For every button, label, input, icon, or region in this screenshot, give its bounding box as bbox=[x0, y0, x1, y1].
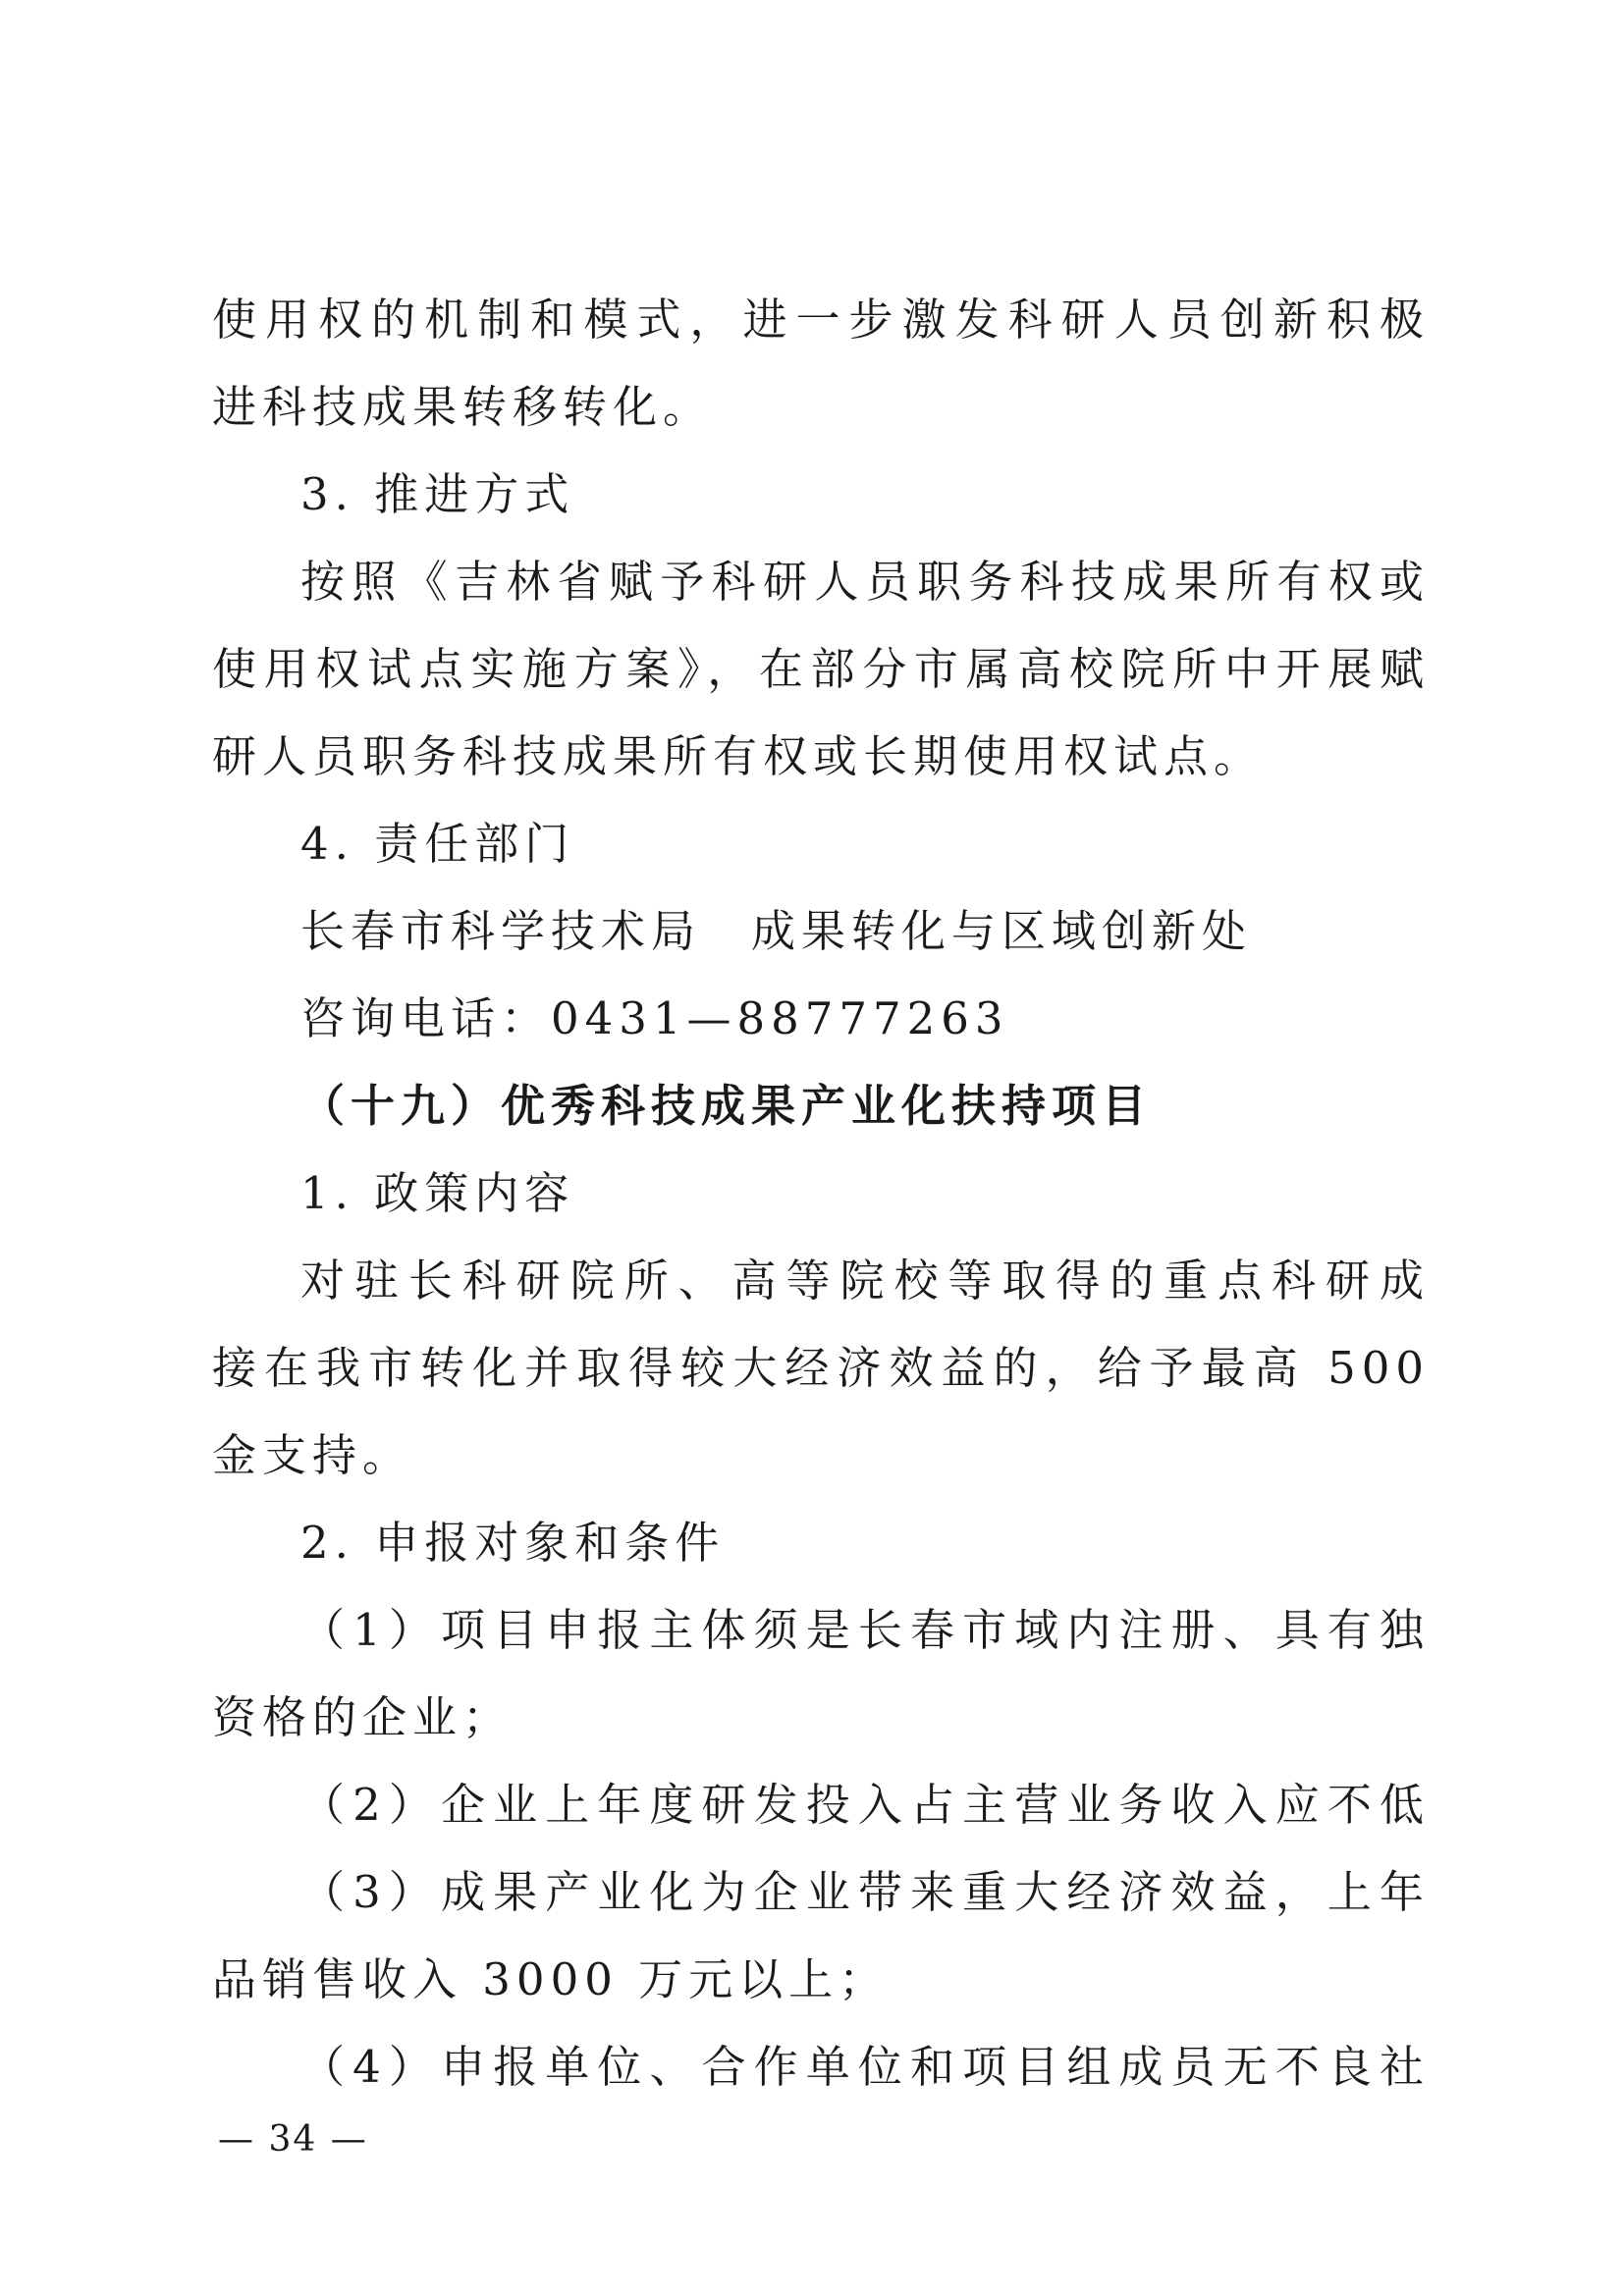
paragraph-line-12: 对驻长科研院所、高等院校等取得的重点科研成 bbox=[300, 1255, 1430, 1307]
department-name: 长春市科学技术局 成果转化与区域创新处 bbox=[300, 905, 1253, 957]
condition-2: （2）企业上年度研发投入占主营业务收入应不低 bbox=[300, 1779, 1430, 1831]
paragraph-line-6: 研人员职务科技成果所有权或长期使用权试点。 bbox=[212, 730, 1265, 782]
subheading-responsible-department: 4. 责任部门 bbox=[300, 818, 575, 870]
page-number: — 34 — bbox=[218, 2119, 368, 2160]
section-heading-19: （十九）优秀科技成果产业化扶持项目 bbox=[300, 1080, 1153, 1132]
paragraph-line-4: 按照《吉林省赋予科研人员职务科技成果所有权或 bbox=[300, 556, 1430, 608]
condition-3-line-2: 品销售收入 3000 万元以上； bbox=[212, 1953, 890, 2005]
condition-4-line-1: （4）申报单位、合作单位和项目组成员无不良社 bbox=[300, 2041, 1430, 2093]
condition-3-line-1: （3）成果产业化为企业带来重大经济效益，上年 bbox=[300, 1866, 1430, 1918]
paragraph-line-14: 金支持。 bbox=[212, 1429, 413, 1481]
subheading-promotion-method: 3. 推进方式 bbox=[300, 468, 575, 520]
subheading-policy-content: 1. 政策内容 bbox=[300, 1167, 575, 1219]
subheading-applicants-conditions: 2. 申报对象和条件 bbox=[300, 1517, 726, 1569]
paragraph-line-13: 接在我市转化并取得较大经济效益的，给予最高 500 bbox=[212, 1342, 1430, 1394]
consultation-phone: 咨询电话：0431—88777263 bbox=[300, 992, 1009, 1044]
condition-1-line-2: 资格的企业； bbox=[212, 1691, 514, 1743]
paragraph-line-2: 进科技成果转移转化。 bbox=[212, 381, 714, 433]
paragraph-line-1: 使用权的机制和模式，进一步激发科研人员创新积极 bbox=[212, 294, 1430, 346]
condition-1-line-1: （1）项目申报主体须是长春市域内注册、具有独 bbox=[300, 1604, 1430, 1656]
paragraph-line-5: 使用权试点实施方案》，在部分市属高校院所中开展赋 bbox=[212, 643, 1430, 695]
